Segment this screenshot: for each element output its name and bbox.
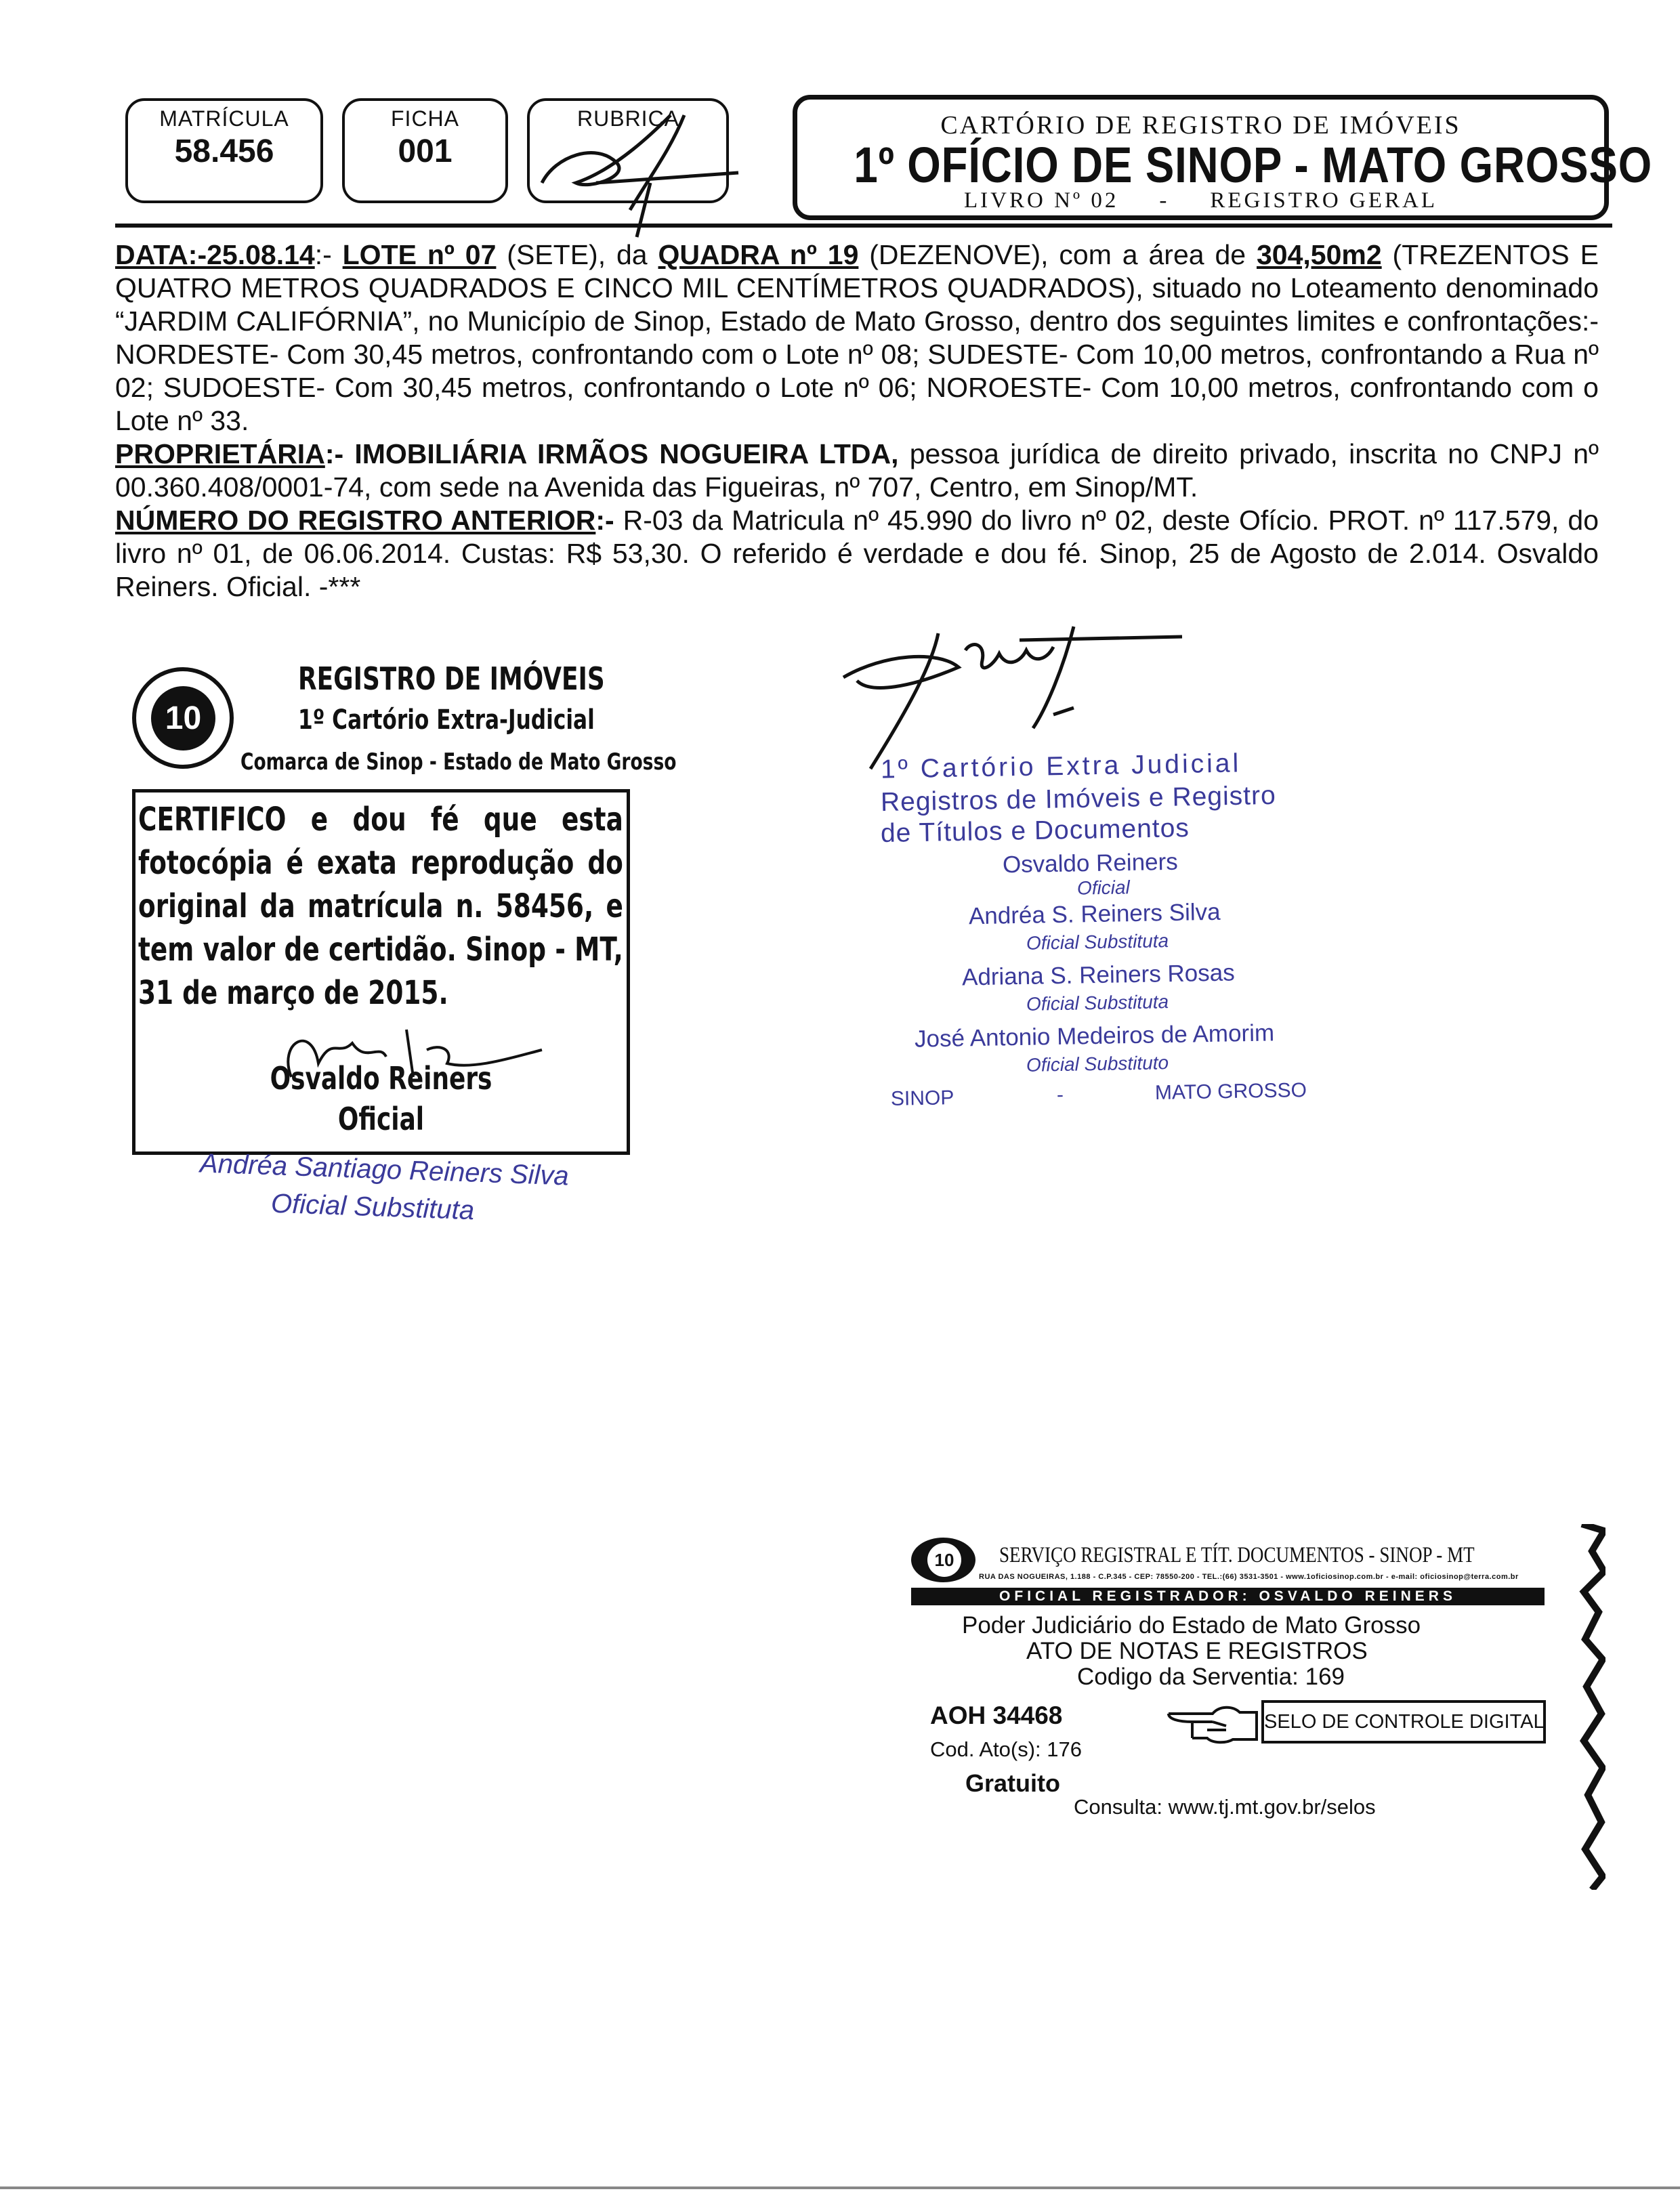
description-text: (TREZENTOS E QUATRO METROS QUADRADOS E CINCO MIL CENTÍMETROS QUADRADOS), situado no Loteamento denominado “JARDIM CALIFÓRNIA”, no Município de Sinop, Estado de Mato Grosso, dentro dos seguintes limites e confrontações:- NORDESTE- Com 30,45 metros, confrontando com o Lote nº 08; SUDESTE- Com 10,00 metros, confrontando a Rua nº 02; SUDOESTE- Com 30,45 metros, confrontando o Lote nº 06; NOROESTE- Com 10,00 metros, confrontando com o Lote nº 33. xyxy=(115,239,1599,436)
owner-paragraph xyxy=(115,438,1599,504)
certification-text: CERTIFICO e dou fé que esta fotocópia é exata reprodução do original da matrícula n. 58456, e tem valor de certidão. Sinop - MT, 31 de março de 2015. xyxy=(138,801,623,1012)
seal-title: SERVIÇO REGISTRAL E TÍT. DOCUMENTOS - SINOP - MT xyxy=(999,1543,1475,1567)
previous-registry-label: NÚMERO DO REGISTRO ANTERIOR xyxy=(115,505,596,536)
stamp-city: SINOP xyxy=(890,1086,954,1110)
previous-registry-separator: :- xyxy=(595,505,623,536)
ficha-box xyxy=(342,98,508,203)
rubrica-signature xyxy=(515,102,759,251)
seal-code: AOH 34468 xyxy=(930,1702,1063,1729)
lot-label: LOTE nº 07 xyxy=(342,239,497,270)
stamp-comarca: Comarca de Sinop - Estado de Mato Grosso xyxy=(240,748,677,776)
property-description xyxy=(115,238,1599,438)
office-logo-text: 10 xyxy=(151,686,215,751)
seal-service-code: Codigo da Serventia: 169 xyxy=(1077,1664,1345,1690)
ficha-value: 001 xyxy=(398,133,453,169)
office-name: 1º OFÍCIO DE SINOP - MATO GROSSO xyxy=(854,137,1653,193)
registry-body xyxy=(115,238,1599,604)
substitute-role: Oficial Substituta xyxy=(270,1188,475,1226)
office-book-type: REGISTRO GERAL xyxy=(1210,188,1437,213)
area-label: 304,50m2 xyxy=(1256,239,1382,270)
substitute-name: Andréa Santiago Reiners Silva xyxy=(199,1148,570,1191)
seal-logo xyxy=(911,1538,975,1582)
scan-bottom-line xyxy=(0,2186,1680,2189)
owner-text: pessoa jurídica de direito privado, inscrita no CNPJ nº 00.360.408/0001-74, com sede na Avenida das Figueiras, nº 707, Centro, em Sinop/MT. xyxy=(115,438,1599,503)
office-title: CARTÓRIO DE REGISTRO DE IMÓVEIS xyxy=(940,111,1461,140)
matricula-label: MATRÍCULA xyxy=(159,106,289,131)
date-separator: :- xyxy=(314,239,343,270)
owner-name: IMOBILIÁRIA IRMÃOS NOGUEIRA LTDA, xyxy=(354,438,899,469)
seal-court: Poder Judiciário do Estado de Mato Grosso xyxy=(962,1612,1421,1639)
stamp-state: MATO GROSSO xyxy=(1154,1079,1307,1104)
office-book-separator: - xyxy=(1159,188,1170,213)
matricula-box xyxy=(125,98,323,203)
office-book-number: LIVRO Nº 02 xyxy=(964,188,1119,213)
owner-label: PROPRIETÁRIA xyxy=(115,438,325,469)
substitute2-name: Adriana S. Reiners Rosas xyxy=(961,959,1236,991)
pointing-hand-icon xyxy=(1165,1699,1260,1746)
certifier-name: Osvaldo Reiners xyxy=(270,1060,492,1097)
seal-consult-url: Consulta: www.tj.mt.gov.br/selos xyxy=(1074,1795,1376,1819)
substitute1-name: Andréa S. Reiners Silva xyxy=(968,898,1221,930)
header-rule xyxy=(115,224,1612,228)
certifier-role: Oficial xyxy=(337,1101,425,1137)
security-edge-marks xyxy=(1578,1524,1605,1890)
date-label: DATA:-25.08.14 xyxy=(115,239,315,270)
substitute3-role: Oficial Substituto xyxy=(1026,1052,1169,1076)
seal-free-label: Gratuito xyxy=(965,1769,1060,1797)
ficha-label: FICHA xyxy=(391,106,459,131)
right-stamp-line3: de Títulos e Documentos xyxy=(880,813,1190,848)
matricula-value: 58.456 xyxy=(174,133,274,169)
office-header xyxy=(793,95,1653,220)
seal-registrar-bar: OFICIAL REGISTRADOR: OSVALDO REINERS xyxy=(911,1588,1545,1605)
certification-box xyxy=(132,789,630,1155)
seal-act-type: ATO DE NOTAS E REGISTROS xyxy=(1026,1638,1368,1664)
seal-logo-text: 10 xyxy=(927,1543,961,1577)
previous-registry-text: R-03 da Matricula nº 45.990 do livro nº 02, deste Ofício. PROT. nº 117.579, do livro nº 01, de 06.06.2014. Custas: R$ 53,30. O referido é verdade e dou fé. Sinop, 25 de Agosto de 2.014. Osvaldo Reiners. Oficial. -*** xyxy=(115,505,1599,602)
substitute1-role: Oficial Substituta xyxy=(1026,930,1169,954)
rubrica-label: RUBRICA xyxy=(577,106,680,131)
office-logo xyxy=(132,667,234,769)
official-role: Oficial xyxy=(1076,876,1131,899)
digital-seal-label: SELO DE CONTROLE DIGITAL xyxy=(1261,1700,1546,1743)
lot-text: (SETE), da xyxy=(496,239,658,270)
block-label: QUADRA nº 19 xyxy=(658,239,859,270)
stamp-city-separator: - xyxy=(1056,1083,1064,1107)
owner-separator: :- xyxy=(324,438,355,469)
stamp-title: REGISTRO DE IMÓVEIS xyxy=(298,660,605,697)
block-text: (DEZENOVE), com a área de xyxy=(858,239,1257,270)
previous-registry-paragraph xyxy=(115,504,1599,604)
seal-address: RUA DAS NOGUEIRAS, 1.188 - C.P.345 - CEP: 78550-200 - TEL.:(66) 3531-3501 - www.1oficiosinop.com.br - e-mail: oficiosinop@terra.com.br xyxy=(979,1573,1519,1581)
right-stamp-line2: Registros de Imóveis e Registro xyxy=(880,780,1277,818)
right-stamp-line1: 1º Cartório Extra Judicial xyxy=(880,748,1242,784)
seal-act-code: Cod. Ato(s): 176 xyxy=(930,1737,1083,1761)
substitute3-name: José Antonio Medeiros de Amorim xyxy=(914,1019,1275,1053)
substitute2-role: Oficial Substituta xyxy=(1026,991,1169,1015)
official-name: Osvaldo Reiners xyxy=(1002,848,1179,879)
stamp-subtitle: 1º Cartório Extra-Judicial xyxy=(298,704,595,736)
